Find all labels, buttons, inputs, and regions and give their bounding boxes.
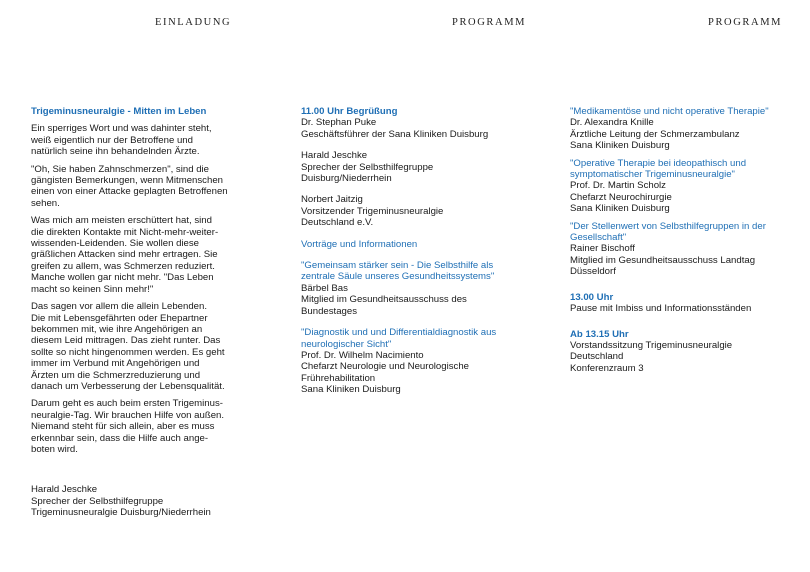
paragraph-4: Das sagen vor allem die allein Lebenden. Die mit Lebensgefährten oder Ehepartner bekommen mit, wie ihre Angehörigen an diesem Leid mittragen. Das zieht runter. Das sollte so nicht hingenommen werden. Es geht immer im Verbund mit Angehörigen und Ärzten um die Schmerzreduzierung und danach um Verbesserung der Lebensqualität. bbox=[31, 301, 225, 392]
talk-title-diagnostik: "Diagnostik und und Differentialdiagnostik aus neurologischer Sicht" bbox=[301, 327, 497, 350]
header-einladung: EINLADUNG bbox=[155, 17, 232, 28]
programm-column-1 bbox=[301, 106, 541, 396]
speaker-puke: Dr. Stephan Puke Geschäftsführer der Sana Kliniken Duisburg bbox=[301, 117, 489, 140]
speaker-bischoff: Rainer Bischoff Mitglied im Gesundheitsausschuss Landtag Düsseldorf bbox=[570, 243, 756, 278]
speaker-jaitzig: Norbert Jaitzig Vorsitzender Trigeminusneuralgie Deutschland e.V. bbox=[301, 194, 444, 229]
time-vorstandssitzung: Ab 13.15 Uhr bbox=[570, 328, 629, 340]
header-programm-1: PROGRAMM bbox=[452, 17, 527, 28]
section-vortraege: Vorträge und Informationen bbox=[301, 238, 418, 250]
time-pause: 13.00 Uhr bbox=[570, 291, 614, 303]
signature: Harald Jeschke Sprecher der Selbsthilfegruppe Trigeminusneuralgie Duisburg/Niederrhein bbox=[31, 484, 211, 519]
paragraph-5: Darum geht es auch beim ersten Trigeminus- neuralgie-Tag. Wir brauchen Hilfe von außen. Niemand steht für sich allein, aber es muss erkennbar sein, dass die Hilfe auch ange- boten wird. bbox=[31, 398, 225, 455]
header-programm-2: PROGRAMM bbox=[708, 17, 783, 28]
talk-title-operativ: "Operative Therapie bei ideopathisch und symptomatischer Trigeminusneuralgie" bbox=[570, 157, 747, 181]
talk-title-medikamentoes: "Medikamentöse und nicht operative Therapie" bbox=[570, 106, 769, 117]
talk-title-selbsthilfe: "Gemeinsam stärker sein - Die Selbsthilfe als zentrale Säule unseres Gesundheitssystems" bbox=[301, 260, 495, 283]
vorstandssitzung-text: Vorstandssitzung Trigeminusneuralgie Deutschland Konferenzraum 3 bbox=[570, 339, 733, 374]
pause-text: Pause mit Imbiss und Informationsständen bbox=[570, 303, 752, 315]
paragraph-1: Ein sperriges Wort und was dahinter steht, weiß eigentlich nur der Betroffene und natürlich seine ihn behandelnden Ärzte. bbox=[31, 123, 212, 158]
speaker-nacimiento: Prof. Dr. Wilhelm Nacimiento Chefarzt Neurologie und Neurologische Frührehabilitation Sana Kliniken Duisburg bbox=[301, 349, 469, 396]
talk-title-selbsthilfegruppen: "Der Stellenwert von Selbsthilfegruppen in der Gesellschaft" bbox=[570, 220, 766, 244]
speaker-bas: Bärbel Bas Mitglied im Gesundheitsausschuss des Bundestages bbox=[301, 282, 467, 317]
einladung-title: Trigeminusneuralgie - Mitten im Leben bbox=[31, 106, 207, 117]
paragraph-2: "Oh, Sie haben Zahnschmerzen", sind die gängisten Bemerkungen, wenn Mitmenschen einen von einer Attacke geplagten Betroffenen sehen. bbox=[31, 163, 228, 209]
einladung-column bbox=[31, 106, 271, 519]
speaker-scholz: Prof. Dr. Martin Scholz Chefarzt Neurochirurgie Sana Kliniken Duisburg bbox=[570, 180, 672, 215]
time-begruessung: 11.00 Uhr Begrüßung bbox=[301, 106, 398, 117]
paragraph-3: Was mich am meisten erschüttert hat, sind die direkten Kontakte mit Nicht-mehr-weiter- wissenden-Leidenden. Sie wollen diese gräßlichen Attacken sind mehr ertragen. Sie greifen zu allem, was Schmerzen reduziert. Manche wollen gar nicht mehr. "Das Leben macht so keinen Sinn mehr!" bbox=[31, 215, 219, 295]
speaker-knille: Dr. Alexandra Knille Ärztliche Leitung der Schmerzambulanz Sana Kliniken Duisburg bbox=[570, 117, 740, 152]
programm-column-2 bbox=[570, 106, 806, 374]
speaker-jeschke: Harald Jeschke Sprecher der Selbsthilfegruppe Duisburg/Niederrhein bbox=[301, 150, 434, 185]
